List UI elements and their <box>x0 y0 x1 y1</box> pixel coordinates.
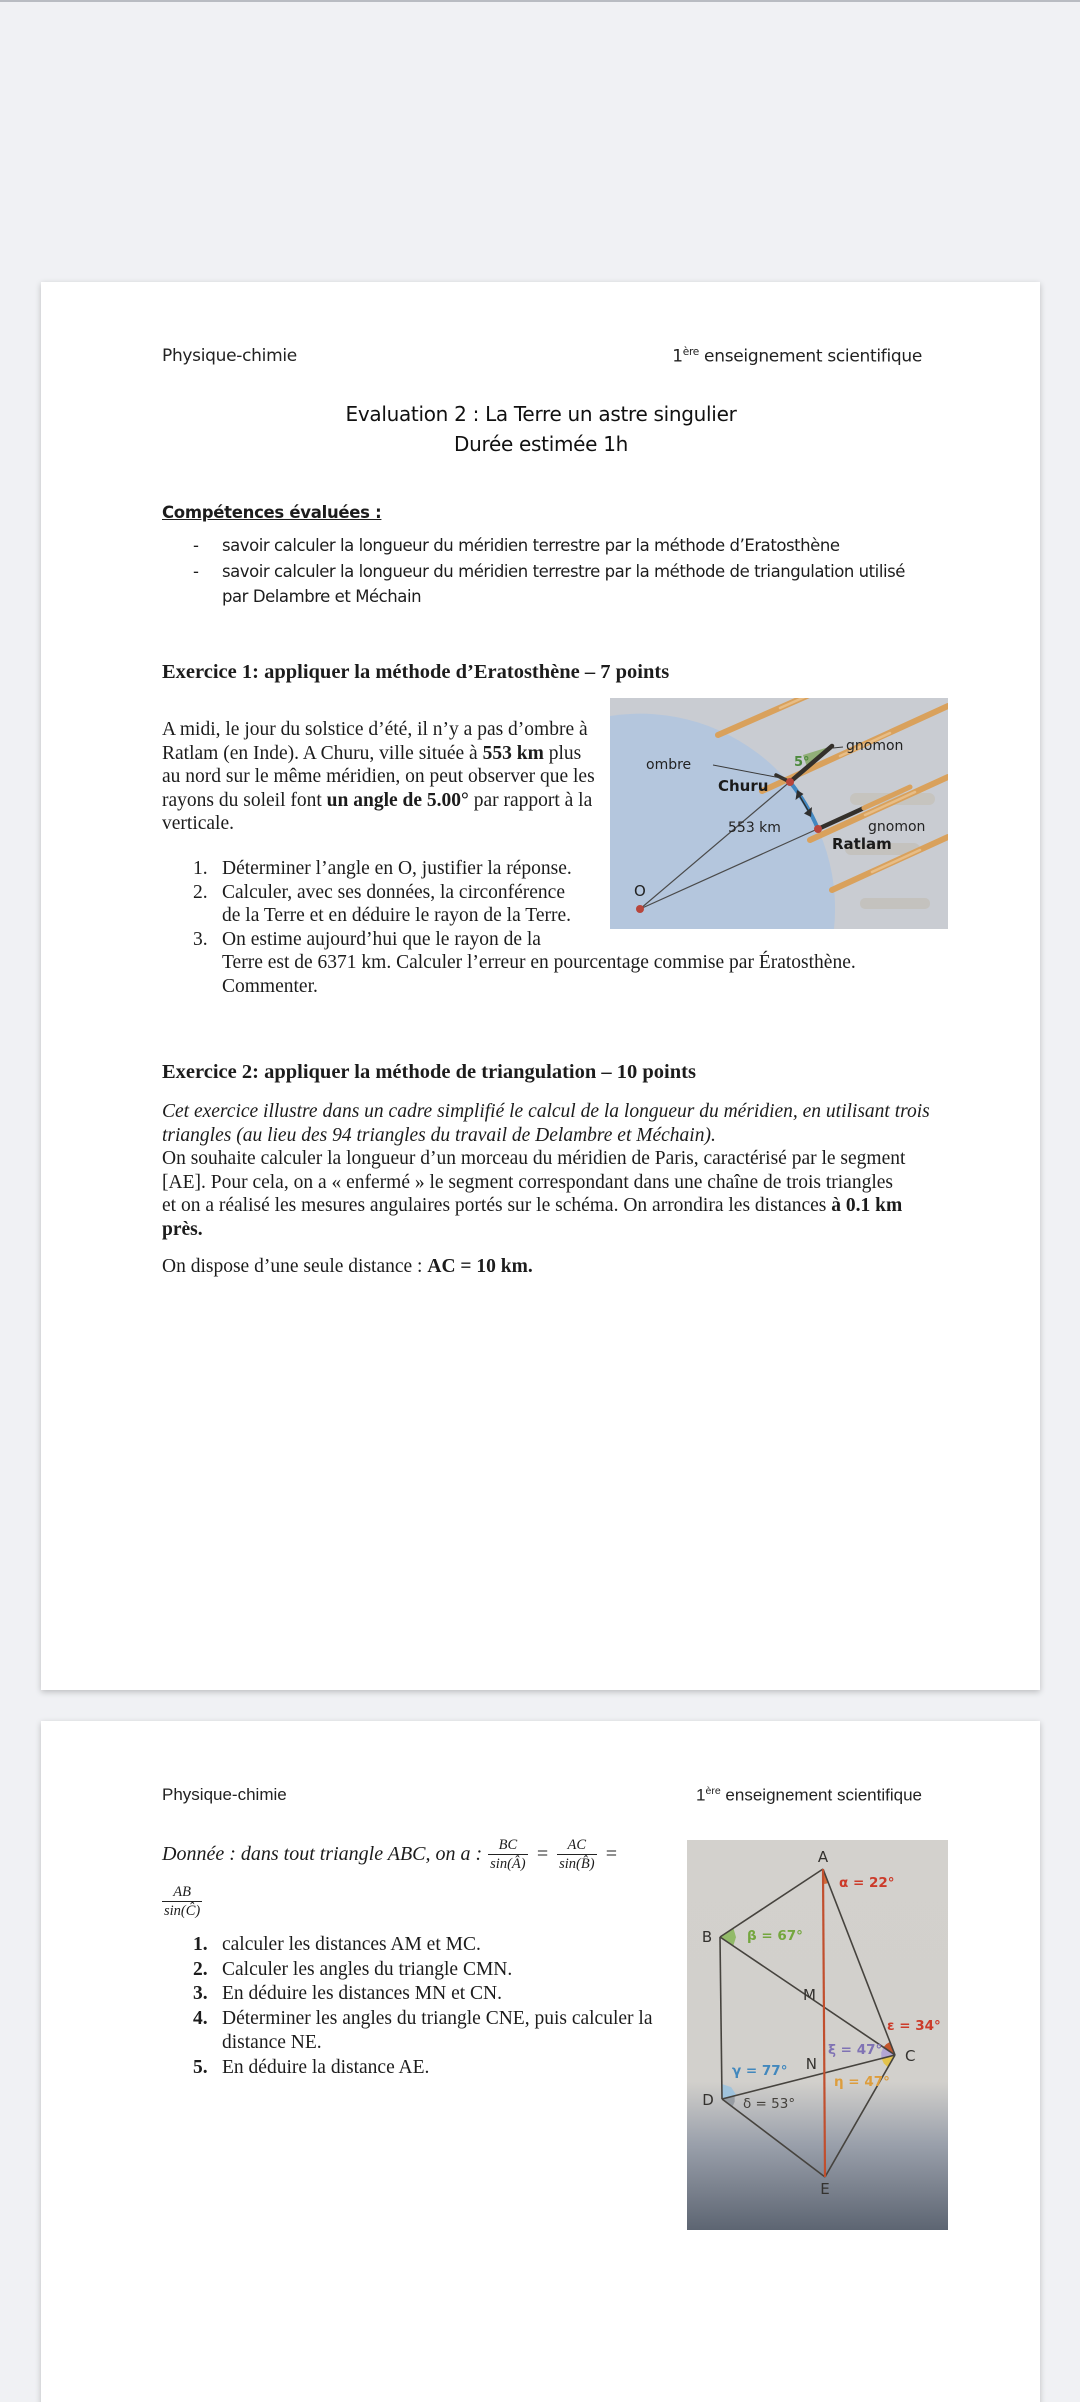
page-2 <box>41 1721 1040 2402</box>
question-number: 1. <box>193 1934 208 1955</box>
point-label-C: C <box>905 2047 916 2065</box>
header-course-label: Physique-chimie <box>162 1785 287 1804</box>
point-label-B: B <box>701 1928 713 1946</box>
header-course-label: Physique-chimie <box>162 346 297 366</box>
question-item-3 <box>193 1982 652 2007</box>
point-label-M: M <box>803 1986 816 2004</box>
ombre-label: ombre <box>646 757 692 773</box>
question-item-5 <box>193 2056 652 2081</box>
competences-heading: Compétences évaluées : <box>162 503 382 522</box>
question-item-1 <box>193 857 856 881</box>
gnomon-right-label: gnomon <box>868 819 926 835</box>
bullet-item <box>193 559 905 610</box>
ex1-intro-paragraph: A midi, le jour du solstice d’été, il n’y a pas d’ombre à Ratlam (en Inde). A Churu, ville située à 553 km plus au nord sur le même méridien, on peut observer que les rayons du soleil font un angle de 5.00° par rapport à la verticale. <box>162 719 595 834</box>
ratlam-dot <box>814 825 822 833</box>
question-text: Calculer les angles du triangle CMN. <box>222 1958 513 1980</box>
question-number: 2. <box>193 1958 208 1980</box>
question-item-1 <box>193 1933 652 1958</box>
ex2-intro-paragraph: Cet exercice illustre dans un cadre simplifié le calcul de la longueur du méridien, en utilisant trois triangles (au lieu des 94 triangles du travail de Delambre et Méchain). On souhaite calculer la longueur d’un morceau du méridien de Paris, caractérisé par le segment [AE]. Pour cela, on a « enfermé » le segment correspondant dans une chaîne de trois triangles et on a réalisé les mesures angulaires portés sur le schéma. On arrondira les distances à 0.1 km près. <box>162 1101 930 1240</box>
angle-label-alpha: α = 22° <box>839 1875 895 1891</box>
fraction-numerator: BC <box>498 1837 518 1853</box>
page1-header <box>162 346 922 367</box>
churu-label: Churu <box>718 777 769 795</box>
question-text: En déduire la distance AE. <box>222 2056 430 2078</box>
angle-label-gamma: γ = 77° <box>732 2063 788 2079</box>
question-item-3 <box>193 928 856 999</box>
question-number: 3. <box>193 928 208 950</box>
header-level-label: 1ère enseignement scientifique <box>696 1785 922 1805</box>
question-item-2 <box>193 881 856 928</box>
fraction-ac <box>557 1836 596 1873</box>
question-text: En déduire les distances MN et CN. <box>222 1983 502 2004</box>
angle-label-beta: β = 67° <box>747 1928 803 1944</box>
fraction-denominator: sin(B̂) <box>559 1856 595 1872</box>
ex2-heading: Exercice 2: appliquer la méthode de triangulation – 10 points <box>162 1061 696 1083</box>
point-label-D: D <box>702 2091 714 2109</box>
angle-label-epsilon: ε = 34° <box>887 2018 941 2034</box>
angle-label-eta: η = 47° <box>834 2074 890 2090</box>
formula-intro: Donnée : dans tout triangle ABC, on a : <box>162 1843 483 1865</box>
question-number: 3. <box>193 1983 208 2004</box>
fraction-ab <box>162 1883 202 1920</box>
point-label-A: A <box>817 1848 829 1866</box>
distance-553-label: 553 km <box>728 820 781 836</box>
page-1 <box>41 282 1040 1690</box>
question-number: 1. <box>193 858 208 879</box>
question-number: 5. <box>193 2056 208 2078</box>
origin-label: O <box>634 882 646 900</box>
gnomon-top-label: gnomon <box>846 738 904 754</box>
question-text: Déterminer les angles du triangle CNE, puis calculer la distance NE. <box>222 2007 653 2053</box>
fraction-numerator: AC <box>567 1837 587 1853</box>
question-number: 4. <box>193 2007 208 2029</box>
angle-5-label: 5° <box>794 755 810 770</box>
bullet-glyph: - <box>193 561 199 581</box>
equals-sign: = <box>535 1843 550 1865</box>
point-label-E: E <box>820 2180 830 2198</box>
question-item-4 <box>193 2007 652 2056</box>
page2-question-list <box>193 1933 652 2080</box>
angle-label-xi: ξ = 47° <box>828 2042 883 2058</box>
sine-rule-formula <box>162 1836 620 1873</box>
fraction-numerator: AB <box>173 1884 191 1900</box>
doc-title-line1: Evaluation 2 : La Terre un astre singulier <box>345 402 737 426</box>
competences-bullet-list <box>193 533 905 610</box>
question-text: Déterminer l’angle en O, justifier la réponse. <box>222 858 572 879</box>
bullet-glyph: - <box>193 536 199 555</box>
ex2-distance-line: On dispose d’une seule distance : AC = 10 km. <box>162 1256 533 1277</box>
ex1-question-list <box>193 857 856 998</box>
sine-rule-formula-line2 <box>162 1883 208 1920</box>
question-number: 2. <box>193 881 208 903</box>
question-text: Calculer, avec ses données, la circonférence de la Terre et en déduire le rayon de la Terre. <box>222 881 571 926</box>
bullet-text: savoir calculer la longueur du méridien terrestre par la méthode de triangulation utilisé par Delambre et Méchain <box>222 561 905 606</box>
equals-sign: = <box>604 1843 619 1865</box>
triangulation-figure <box>687 1840 948 2230</box>
doc-title <box>162 399 920 459</box>
page2-header <box>162 1785 922 1806</box>
question-text: calculer les distances AM et MC. <box>222 1934 481 1955</box>
fraction-denominator: sin(Ĉ) <box>164 1903 201 1919</box>
bullet-item <box>193 533 905 559</box>
fraction-denominator: sin(Â) <box>490 1856 526 1872</box>
fraction-bc <box>488 1836 527 1873</box>
ex1-heading: Exercice 1: appliquer la méthode d’Eratosthène – 7 points <box>162 661 670 683</box>
angle-label-delta: δ = 53° <box>743 2096 796 2112</box>
point-label-N: N <box>805 2055 817 2073</box>
header-level-label: 1ère enseignement scientifique <box>672 346 922 367</box>
ratlam-label: Ratlam <box>832 835 892 853</box>
bullet-text: savoir calculer la longueur du méridien terrestre par la méthode d’Eratosthène <box>222 536 840 555</box>
question-text: On estime aujourd’hui que le rayon de la Terre est de 6371 km. Calculer l’erreur en pourcentage commise par Ératosthène. Commenter. <box>222 928 856 997</box>
question-item-2 <box>193 1958 652 1983</box>
triangulation-diagram <box>687 1840 948 2230</box>
doc-title-line2: Durée estimée 1h <box>454 432 628 456</box>
churu-dot <box>786 778 794 786</box>
